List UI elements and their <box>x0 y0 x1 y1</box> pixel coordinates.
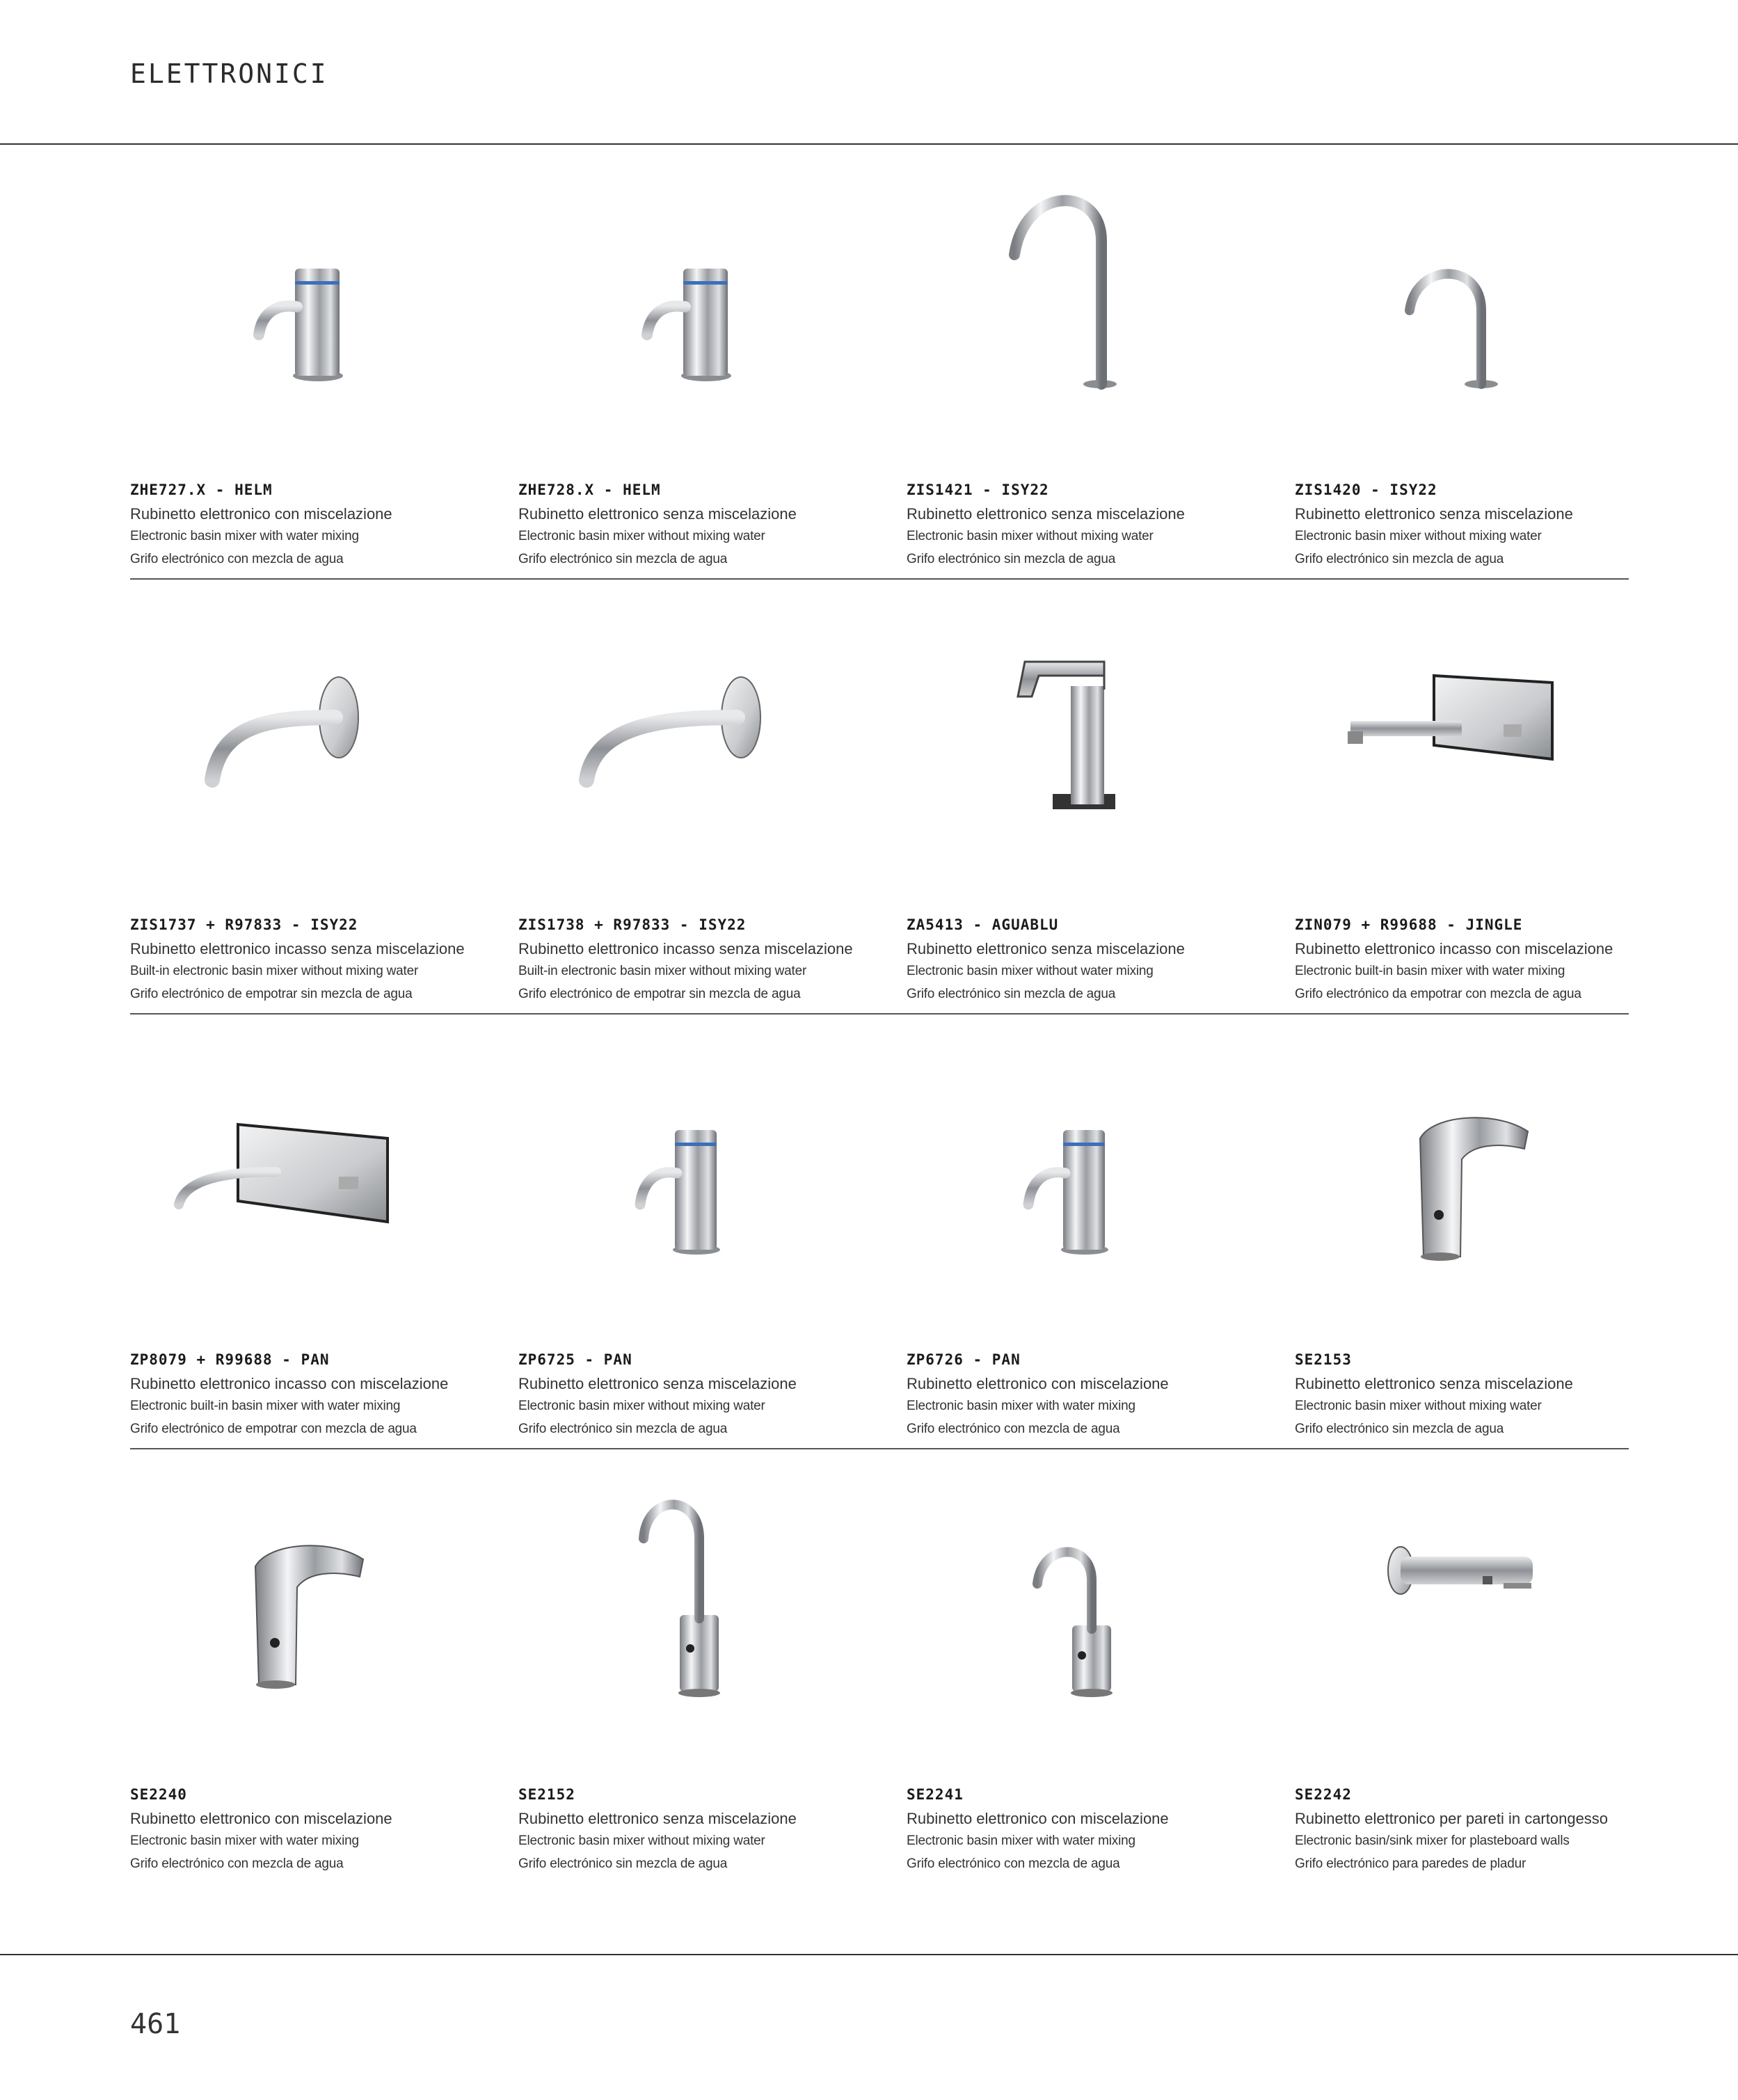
product-desc-es: Grifo electrónico con mezcla de agua <box>907 1856 1120 1871</box>
product-card <box>907 145 1295 580</box>
product-card <box>130 580 518 1015</box>
product-card <box>518 1449 907 1884</box>
product-code: ZIS1421 - ISY22 <box>907 482 1049 498</box>
short-basin-mixer-icon <box>130 185 506 422</box>
product-desc-es: Grifo electrónico sin mezcla de agua <box>518 1856 728 1871</box>
product-card <box>1295 1015 1629 1449</box>
product-code: ZHE728.X - HELM <box>518 482 661 498</box>
product-desc-it: Rubinetto elettronico incasso senza miscelazione <box>518 940 853 957</box>
product-desc-es: Grifo electrónico sin mezcla de agua <box>518 552 728 566</box>
product-card <box>130 145 518 580</box>
product-code: ZIS1737 + R97833 - ISY22 <box>130 916 358 933</box>
wall-sensor-spout-icon <box>1295 1490 1671 1726</box>
product-code: ZP6726 - PAN <box>907 1351 1021 1368</box>
product-desc-es: Grifo electrónico con mezcla de agua <box>130 1856 344 1871</box>
product-desc-it: Rubinetto elettronico senza miscelazione <box>518 1375 797 1392</box>
product-desc-es: Grifo electrónico sin mezcla de agua <box>907 552 1116 566</box>
product-desc-en: Electronic built-in basin mixer with water mixing <box>1295 964 1565 978</box>
product-desc-es: Grifo electrónico con mezcla de agua <box>907 1422 1120 1436</box>
product-desc-en: Electronic basin mixer without water mixing <box>907 964 1154 978</box>
sensor-gooseneck-short-icon <box>907 1490 1282 1726</box>
product-desc-en: Electronic basin mixer without mixing water <box>518 1833 765 1848</box>
product-card <box>907 1015 1295 1449</box>
product-grid <box>130 145 1629 1884</box>
product-desc-es: Grifo electrónico de empotrar sin mezcla de agua <box>130 987 413 1001</box>
product-desc-en: Built-in electronic basin mixer without mixing water <box>518 964 807 978</box>
product-desc-es: Grifo electrónico con mezcla de agua <box>130 552 344 566</box>
product-desc-en: Built-in electronic basin mixer without mixing water <box>130 964 419 978</box>
product-code: ZIS1738 + R97833 - ISY22 <box>518 916 747 933</box>
product-card <box>518 1015 907 1449</box>
product-card <box>1295 145 1629 580</box>
product-card <box>130 1449 518 1884</box>
product-desc-en: Electronic basin mixer without mixing water <box>907 529 1154 543</box>
product-desc-en: Electronic built-in basin mixer with water mixing <box>130 1399 401 1413</box>
product-row <box>130 1449 1629 1884</box>
product-desc-it: Rubinetto elettronico con miscelazione <box>130 505 392 523</box>
product-desc-it: Rubinetto elettronico con miscelazione <box>907 1810 1169 1827</box>
product-desc-it: Rubinetto elettronico per pareti in cartongesso <box>1295 1810 1609 1827</box>
product-card <box>130 1015 518 1449</box>
wall-plate-mixer-icon <box>1295 620 1671 857</box>
square-spout-mixer-icon <box>907 620 1282 857</box>
product-desc-en: Electronic basin mixer without mixing water <box>1295 1399 1542 1413</box>
short-gooseneck-mixer-icon <box>1295 185 1671 422</box>
product-desc-it: Rubinetto elettronico incasso con miscelazione <box>1295 940 1613 957</box>
product-desc-it: Rubinetto elettronico incasso senza miscelazione <box>130 940 465 957</box>
product-desc-es: Grifo electrónico sin mezcla de agua <box>1295 1422 1504 1436</box>
product-desc-it: Rubinetto elettronico senza miscelazione <box>518 505 797 523</box>
short-basin-mixer-icon <box>907 1055 1282 1291</box>
product-desc-it: Rubinetto elettronico senza miscelazione <box>907 505 1185 523</box>
product-code: ZIS1420 - ISY22 <box>1295 482 1437 498</box>
product-desc-it: Rubinetto elettronico con miscelazione <box>130 1810 392 1827</box>
product-desc-en: Electronic basin mixer without mixing water <box>518 1399 765 1413</box>
wall-spout-icon <box>518 620 894 857</box>
product-card <box>518 145 907 580</box>
footer-divider <box>0 1954 1738 1955</box>
product-card <box>907 580 1295 1015</box>
product-card <box>907 1449 1295 1884</box>
product-desc-es: Grifo electrónico sin mezcla de agua <box>518 1422 728 1436</box>
product-desc-es: Grifo electrónico para paredes de pladur <box>1295 1856 1526 1871</box>
product-desc-en: Electronic basin/sink mixer for plasteboard walls <box>1295 1833 1570 1848</box>
product-desc-es: Grifo electrónico de empotrar con mezcla de agua <box>130 1422 417 1436</box>
short-basin-mixer-icon <box>518 185 894 422</box>
product-code: SE2153 <box>1295 1351 1352 1368</box>
product-row <box>130 145 1629 580</box>
product-desc-it: Rubinetto elettronico senza miscelazione <box>518 1810 797 1827</box>
product-desc-en: Electronic basin mixer without mixing water <box>1295 529 1542 543</box>
page-number: 461 <box>130 2008 181 2040</box>
product-card <box>1295 1449 1629 1884</box>
product-code: ZP8079 + R99688 - PAN <box>130 1351 330 1368</box>
product-desc-en: Electronic basin mixer with water mixing <box>130 529 359 543</box>
product-code: SE2241 <box>907 1786 964 1803</box>
short-basin-mixer-icon <box>518 1055 894 1291</box>
sensor-gooseneck-tall-icon <box>518 1490 894 1726</box>
wall-spout-icon <box>130 620 506 857</box>
product-desc-it: Rubinetto elettronico senza miscelazione <box>1295 1375 1573 1392</box>
product-desc-es: Grifo electrónico sin mezcla de agua <box>1295 552 1504 566</box>
product-desc-es: Grifo electrónico de empotrar sin mezcla de agua <box>518 987 801 1001</box>
product-code: ZP6725 - PAN <box>518 1351 632 1368</box>
sensor-mixer-icon <box>130 1490 506 1726</box>
tall-gooseneck-mixer-icon <box>907 185 1282 422</box>
product-desc-en: Electronic basin mixer with water mixing <box>130 1833 359 1848</box>
product-row <box>130 580 1629 1015</box>
product-desc-it: Rubinetto elettronico con miscelazione <box>907 1375 1169 1392</box>
wall-plate-spout-icon <box>130 1055 506 1291</box>
product-desc-it: Rubinetto elettronico senza miscelazione <box>1295 505 1573 523</box>
product-desc-en: Electronic basin mixer with water mixing <box>907 1399 1135 1413</box>
section-title: ELETTRONICI <box>130 58 328 89</box>
sensor-mixer-icon <box>1295 1055 1671 1291</box>
product-code: ZA5413 - AGUABLU <box>907 916 1059 933</box>
product-desc-it: Rubinetto elettronico senza miscelazione <box>907 940 1185 957</box>
product-desc-en: Electronic basin mixer without mixing water <box>518 529 765 543</box>
product-card <box>518 580 907 1015</box>
product-desc-es: Grifo electrónico da empotrar con mezcla de agua <box>1295 987 1581 1001</box>
product-desc-it: Rubinetto elettronico incasso con miscelazione <box>130 1375 449 1392</box>
product-code: SE2240 <box>130 1786 187 1803</box>
product-code: ZIN079 + R99688 - JINGLE <box>1295 916 1523 933</box>
product-code: SE2242 <box>1295 1786 1352 1803</box>
product-card <box>1295 580 1629 1015</box>
product-code: ZHE727.X - HELM <box>130 482 273 498</box>
product-desc-es: Grifo electrónico sin mezcla de agua <box>907 987 1116 1001</box>
product-desc-en: Electronic basin mixer with water mixing <box>907 1833 1135 1848</box>
product-code: SE2152 <box>518 1786 575 1803</box>
product-row <box>130 1015 1629 1449</box>
